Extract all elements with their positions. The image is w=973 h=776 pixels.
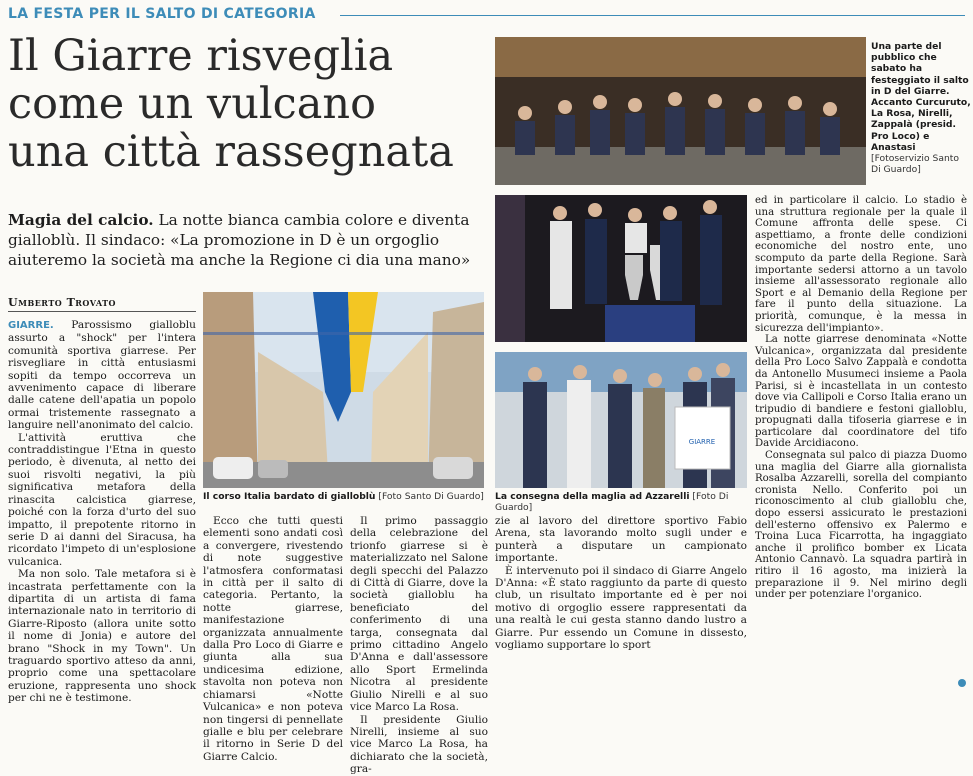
caption-title: La consegna della maglia ad Azzarelli bbox=[495, 491, 690, 502]
caption-credit: [Foto Di Guardo] bbox=[495, 491, 729, 513]
headline-line-3: una città rassegnata bbox=[8, 127, 454, 177]
caption-credit: [Fotoservizio Santo Di Guardo] bbox=[871, 153, 960, 176]
paragraph: Il presidente Giulio Nirelli, insieme al suo vice Marco La Rosa, ha dichiarato che la società, gra- bbox=[350, 713, 488, 776]
paragraph: Consegnata sul palco di piazza Duomo una maglia del Giarre alla giornalista Rosalba Azzarelli, sorella del compianto cronista Nello. Conferito poi un riconoscimento al club gialloblu che, dopo essersi assicurato le prestazioni dell'esterno offensivo ex Palermo e Troina Luca Ficarrotta, ha ingaggiato anche il prolifico bomber ex Licata Antonio Cannavò. La squadra partirà in ritiro il 16 agosto, ma inizierà la preparazione il 9. Nel mirino degli under per potenziare l'organico. bbox=[755, 450, 967, 601]
subheadline bbox=[8, 210, 498, 270]
article-column-1 bbox=[8, 319, 196, 705]
caption-credit: [Foto Santo Di Guardo] bbox=[375, 491, 484, 502]
paragraph: È intervenuto poi il sindaco di Giarre Angelo D'Anna: «È stato raggiunto da parte di questo club, un risultato importante ed è per noi motivo di orgoglio essere rappresentati da una realtà le cui gesta stanno dando lustro a Giarre. Pur essendo un Comune in dissesto, vogliamo supportare lo sport bbox=[495, 564, 747, 652]
paragraph bbox=[8, 319, 196, 432]
subhead-lead: Magia del calcio. bbox=[8, 211, 154, 229]
shirt-photo bbox=[495, 352, 747, 488]
article-column-3 bbox=[350, 515, 488, 776]
paragraph: L'attività eruttiva che contraddistingue l'Etna in questo periodo, è divenuta, al netto dei suoi risvolti negativi, la più significativa metafora della rinascita calcistica giarrese, poiché con la forza d'urto del suo impatto, il prepotente ritorno in serie D ai danni del Siracusa, ha ricordato l'impeto di un'esplosione vulcanica. bbox=[8, 431, 196, 568]
subhead-text: La notte bianca cambia colore e diventa gialloblù. Il sindaco: «La promozione in D è un orgoglio aiuteremo la società ma anche la Regione ci dia una mano» bbox=[8, 211, 471, 269]
paragraph-text: Parossismo gialloblu assurto a "shock" per l'intera comunità sportiva giarrese. Per risvegliare in città entusiasmi sopiti da tempo occorreva un avvenimento capace di liberare dalle catene dell'apatia un popolo ormai tristemente rassegnato a languire nell'anonimato del calcio. bbox=[8, 319, 196, 432]
street-photo-caption bbox=[203, 491, 488, 502]
byline-rule bbox=[8, 311, 196, 312]
paragraph: Il primo passaggio della celebrazione del trionfo giarrese si è materializzato nel Salone degli specchi del Palazzo di Città di Giarre, dove la società gialloblu ha beneficiato del conferimento di una targa, consegnata dal primo cittadino Angelo D'Anna e dall'assessore allo Sport Ermelinda Nicotra al presidente Giulio Nirelli e al suo vice Marco La Rosa. bbox=[350, 515, 488, 714]
headline bbox=[8, 32, 498, 176]
dateline-city: GIARRE. bbox=[8, 320, 54, 331]
paragraph: Ecco che tutti questi elementi sono andati così a convergere, rivestendo di note suggestive l'atmosfera conformatasi in città per il salto di categoria. Pertanto, la notte giarrese, manifestazione organizzata annualmente dalla Pro Loco di Giarre e giunta alla sua undicesima edizione, stavolta non poteva non chiamarsi «Notte Vulcanica» e non poteva non tingersi di pennellate gialle e blu per celebrare il ritorno in Serie D del Giarre Calcio. bbox=[203, 515, 343, 763]
paragraph: Ma non solo. Tale metafora si è incastrata perfettamente con la dipartita di un artista di fama internazionale nato in territorio di Giarre-Riposto (allora unite sotto il nome di Jonia) e autore del brano "Shock in my Town". Un traguardo sportivo atteso da anni, proprio come una spettacolare eruzione, rappresenta uno shock per chi ne è testimone. bbox=[8, 568, 196, 705]
kicker-rule bbox=[340, 15, 965, 16]
shirt-text: GIARRE bbox=[688, 438, 716, 446]
paragraph: La notte giarrese denominata «Notte Vulcanica», organizzata dal presidente della Pro Loco Salvo Zappalà e condotta da Antonello Musumeci insieme a Paola Parisi, si è incastellata in un contesto dove via Callipoli e Corso Italia erano un tripudio di bandiere e festoni gialloblu, propugnati dalla tifoseria giarrese e in particolare dal coordinatore del tifo Davide Arcidiacono. bbox=[755, 334, 967, 450]
byline: Umberto Trovato bbox=[8, 296, 117, 309]
headline-line-2: come un vulcano bbox=[8, 79, 376, 129]
paragraph: zie al lavoro del direttore sportivo Fabio Arena, sta lavorando molto sugli under e punterà a disputare un campionato importante. bbox=[495, 515, 747, 565]
headline-line-1: Il Giarre risveglia bbox=[8, 31, 394, 81]
article-column-4 bbox=[495, 515, 747, 651]
caption-title: Il corso Italia bardato di gialloblù bbox=[203, 491, 376, 502]
article-column-2 bbox=[203, 515, 343, 763]
crowd-photo-caption bbox=[871, 41, 971, 175]
caption-text: Una parte del pubblico che sabato ha festeggiato il salto in D del Giarre. Accanto Curcuruto, La Rosa, Nirelli, Zappalà (presid. Pro Loco) e Anastasi bbox=[871, 41, 971, 153]
end-of-article-dot bbox=[958, 679, 966, 687]
section-kicker: LA FESTA PER IL SALTO DI CATEGORIA bbox=[8, 6, 316, 22]
crowd-photo bbox=[495, 37, 866, 185]
paragraph: ed in particolare il calcio. Lo stadio è una struttura regionale per la quale il Comune affronta delle spese. Ci aspettiamo, a fronte delle condizioni economiche del nostro ente, uno scomputo da parte della Regione. Sarà importante sedersi attorno a un tavolo insieme all'assessorato regionale allo Sport e al Demanio della Regione per fare il punto della situazione. La priorità, comunque, è la messa in sicurezza dell'impianto». bbox=[755, 195, 967, 334]
street-photo bbox=[203, 292, 484, 488]
article-column-5 bbox=[755, 195, 967, 601]
shirt-photo-caption bbox=[495, 491, 755, 513]
trophy-photo bbox=[495, 195, 747, 342]
